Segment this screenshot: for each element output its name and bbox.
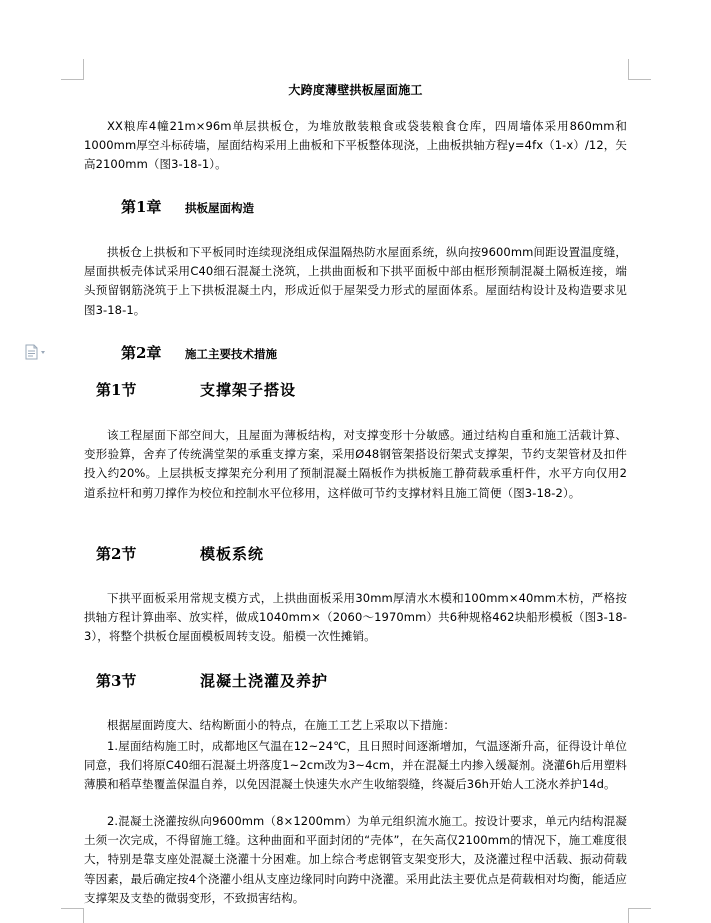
intro-paragraph: XX粮库4幢21m×96m单层拱板仓，为堆放散装粮食或袋装粮食仓库，四周墙体采用860mm和1000mm厚空斗标砖墙，屋面结构采用上曲板和下平板整体现浇，上曲板拱轴方程y=4fx（1-x）/12，矢高2100mm（图3-18-1）。 xyxy=(84,119,627,172)
chapter-2-title: 施工主要技术措施 xyxy=(185,347,277,361)
chapter-2-heading xyxy=(121,342,277,364)
document-title: 大跨度薄壁拱板屋面施工 xyxy=(288,83,423,97)
section-3-lead-paragraph: 根据屋面跨度大、结构断面小的特点，在施工工艺上采取以下措施： xyxy=(107,718,455,732)
section-3-heading xyxy=(96,670,328,692)
section-1-title: 支撑架子搭设 xyxy=(200,381,297,399)
crop-mark-top-left xyxy=(61,59,84,80)
chapter-1-number: 第1章 xyxy=(121,198,162,216)
chapter-2-number: 第2章 xyxy=(121,344,162,362)
document-dropdown-icon[interactable] xyxy=(24,344,50,360)
section-2-heading xyxy=(96,543,264,565)
section-1-paragraph: 该工程屋面下部空间大，且屋面为薄板结构，对支撑变形十分敏感。通过结构自重和施工活载计算、变形验算，舍弃了传统满堂架的承重支撑方案，采用Ø48钢管架搭设衍架式支撑架，节约支架管材及扣件投入约20%。上层拱板支撑架充分利用了预制混凝土隔板作为拱板施工静荷载承重杆件，水平方向仅用2道系拉杆和剪刀撑作为校位和控制水平位移用，这样做可节约支撑材料且施工简便（图3-18-2）。 xyxy=(84,428,627,500)
section-1-number: 第1节 xyxy=(96,381,137,399)
section-3-title: 混凝土浇灌及养护 xyxy=(200,672,329,690)
chapter-1-paragraph: 拱板仓上拱板和下平板同时连续现浇组成保温隔热防水屋面系统，纵向按9600mm间距设置温度缝，屋面拱板壳体试采用C40细石混凝土浇筑，上拱曲面板和下拱平面板中部由框形预制混凝土隔板连接，端头预留钢筋浇筑于上下拱板混凝土内，形成近似于屋架受力形式的屋面体系。屋面结构设计及构造要求见图3-18-1。 xyxy=(84,245,627,317)
section-3-item-2: 2.混凝土浇灌按纵向9600mm（8×1200mm）为单元组织流水施工。按设计要求，单元内结构混凝土须一次完成，不得留施工缝。这种曲面和平面封闭的“壳体”，在矢高仅2100mm的情况下，施工难度很大，特别是靠支座处混凝土浇灌十分困难。加上综合考虑钢管支架变形大，及浇灌过程中活载、振动荷载等因素，最后确定按4个浇灌小组从支座边缘同时向跨中浇灌。采用此法主要优点是荷载相对均衡，能适应支撑架及支垫的微弱变形，不致损害结构。 xyxy=(84,814,627,905)
chapter-1-title: 拱板屋面构造 xyxy=(185,201,254,215)
section-3-item-1: 1.屋面结构施工时，成都地区气温在12~24℃，且日照时间逐渐增加，气温逐渐升高，征得设计单位同意，我们将原C40细石混凝土坍落度1~2cm改为3~4cm，并在混凝土内掺入缓凝剂。浇灌6h后用塑料薄膜和稻草垫覆盖保温自养，以免因混凝土快速失水产生收缩裂缝，终凝后36h开始人工浇水养护14d。 xyxy=(84,739,627,792)
section-3-number: 第3节 xyxy=(96,672,137,690)
section-2-paragraph: 下拱平面板采用常规支模方式，上拱曲面板采用30mm厚清水木模和100mm×40mm木枋，严格按拱轴方程计算曲率、放实样，做成1040mm×（2060～1970mm）共6种规格462块船形模板（图3-18-3），将整个拱板仓屋面模板周转支设。船模一次性摊销。 xyxy=(84,591,627,644)
crop-mark-top-right xyxy=(628,59,651,80)
section-1-heading xyxy=(96,379,296,401)
section-2-title: 模板系统 xyxy=(200,545,265,563)
section-2-number: 第2节 xyxy=(96,545,137,563)
chapter-1-heading xyxy=(121,196,254,218)
